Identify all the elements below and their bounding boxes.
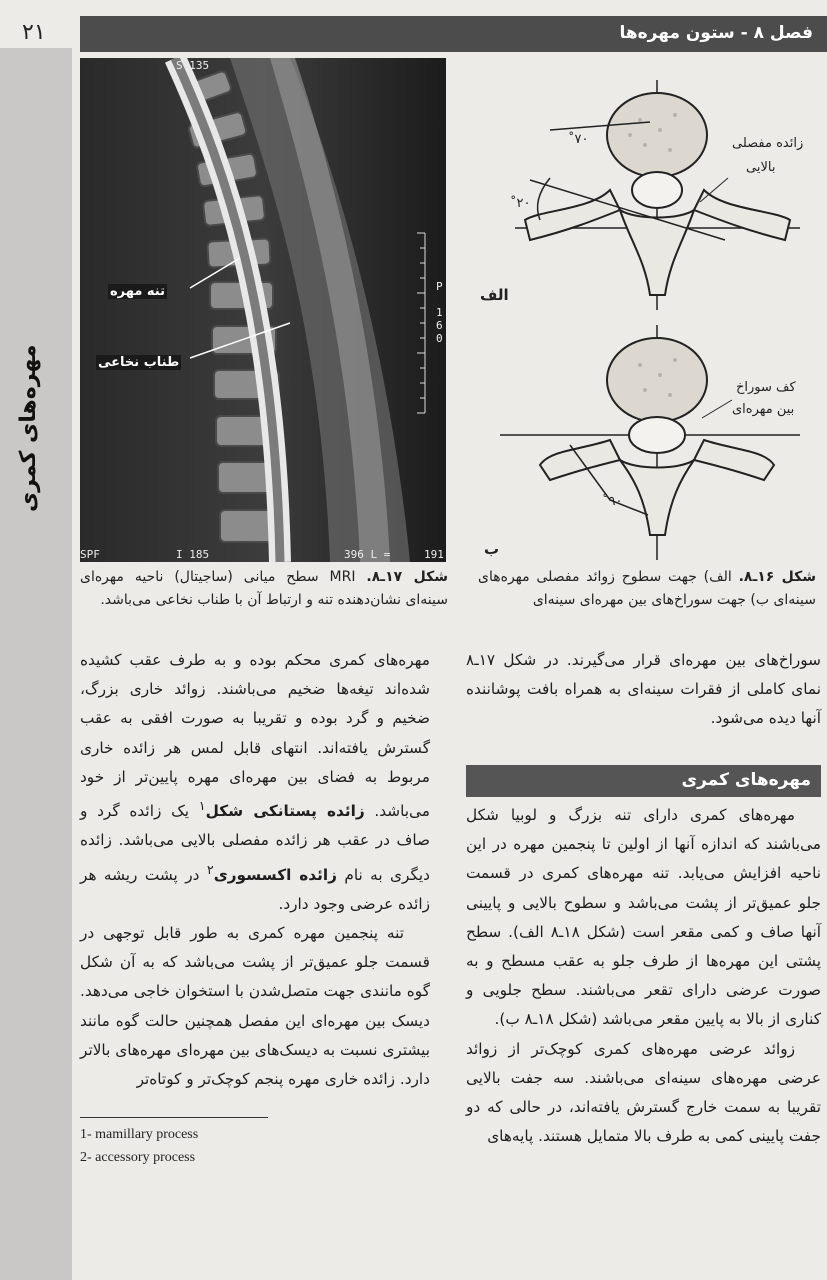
left-paragraph-1 — [80, 646, 430, 919]
foramen-label-line2: بین مهره‌ای — [732, 402, 795, 417]
angle-70-label: ۷۰˚ — [568, 132, 589, 147]
mri-label-spinal-cord: طناب نخاعی — [98, 355, 180, 370]
footnote-rule — [80, 1117, 268, 1118]
mri-side-char: P — [436, 280, 443, 293]
left-text: یک زائده گرد و صاف در عقب هر زائده مفصلی بالایی می‌باشد. زائده دیگری به نام — [80, 802, 430, 884]
footnote-ref-2: ۲ — [206, 862, 214, 878]
lumbar-paragraph-2: زوائد عرضی مهره‌های کمری کوچک‌تر از زوائد عرضی مهره‌های سینه‌ای می‌باشند. سه جفت بالایی تقریبا به سمت خارج گسترش یافته‌اند، در حالی که دو جفت پایینی کمی به طرف بالا متمایل هستند. پایه‌های — [466, 1039, 821, 1146]
mri-side-char: 6 — [436, 319, 443, 332]
term-mamillary: زائده پستانکی شکل — [205, 802, 365, 821]
right-column-intro — [466, 646, 821, 734]
angle-90-label: ۹۰˚ — [602, 494, 623, 509]
mri-bottom-right: 396 L = — [344, 548, 391, 561]
intro-paragraph: سوراخ‌های بین مهره‌ای قرار می‌گیرند. در شکل ۱۷ـ۸ نمای کاملی از فقرات سینه‌ای به همراه بافت پوشاننده آنها دیده می‌شود. — [466, 651, 821, 728]
section-header — [466, 765, 821, 797]
mri-bottom-far-right: 191 — [424, 548, 444, 561]
mri-bottom-left: SPF — [80, 548, 100, 561]
left-paragraph-2: تنه پنجمین مهره کمری به طور قابل توجهی در قسمت جلو عمیق‌تر از پشت می‌باشد که به آن شکل گوه مانندی جهت متصل‌شدن با استخوان خاجی می‌دهد. دیسک بین مهره‌ای این مفصل همچنین حالت گوه مانند بیشتری نسبت به دیسک‌های بین مهره‌ای مهره‌های بالاتر دارد. زائده خاری مهره پنجم کوچک‌تر و کوتاه‌تر — [80, 924, 430, 1089]
left-text: مهره‌های کمری محکم بوده و به طرف عقب کشیده شده‌اند تیغه‌ها ضخیم می‌باشند. زوائد خاری بزرگ، ضخیم و گرد بوده و تقریبا به صورت افقی به عقب گسترش یافته‌اند. انتهای قابل لمس هر زائده خاری مربوط به فضای بین مهره‌ای مهره پایین‌تر از خود می‌باشد. — [80, 651, 430, 821]
angle-20-label: ۲۰˚ — [510, 196, 531, 211]
page-number: ۲۱ — [22, 20, 46, 45]
left-column-body — [80, 646, 430, 1094]
mri-spine-graphic — [80, 58, 446, 562]
footnote-1: 1- mamillary process — [80, 1127, 199, 1142]
left-text: در پشت ریشه هر زائده عرضی وجود دارد. — [80, 865, 430, 913]
figure-caption-label: شکل ۱۶ـ۸. — [738, 569, 816, 585]
chapter-title: فصل ۸ - ستون مهره‌ها — [619, 23, 813, 43]
mri-caption — [80, 566, 448, 612]
side-section-title: مهره‌های کمری — [16, 344, 41, 512]
mri-caption-text: MRI سطح میانی (ساجیتال) ناحیه مهره‌ای سینه‌ای نشان‌دهنده تنه و ارتباط آن با طناب نخاعی می‌باشد. — [80, 569, 448, 608]
mri-side-char: 1 — [436, 306, 443, 319]
vertebra-figure — [470, 70, 815, 565]
figure-label-be: ب — [484, 540, 500, 558]
chapter-header — [80, 16, 827, 52]
side-band — [0, 48, 72, 1280]
superior-articular-label-line2: بالایی — [746, 160, 776, 175]
term-accessory: زائده اکسسوری — [213, 865, 337, 884]
footnote-ref-1: ۱ — [198, 799, 206, 815]
right-column-body — [466, 801, 821, 1151]
figure-label-alef: الف — [480, 286, 509, 304]
mri-label-vertebral-body: تنه مهره — [110, 284, 165, 299]
mri-image — [80, 58, 446, 562]
mri-top-text: S 135 — [176, 59, 210, 72]
mri-bottom-mid: I 185 — [176, 548, 210, 561]
lumbar-paragraph-1: مهره‌های کمری دارای تنه بزرگ و لوبیا شکل می‌باشند که اندازه آنها از اولین تا پنجمین مهره در این ناحیه افزایش می‌یابد. تنه مهره‌های کمری در قسمت جلو عمیق‌تر از پشت می‌باشد و سطوح بالایی و پایینی آنها صاف و کمی مقعر است (شکل ۱۸ـ۸ الف). سطح پشتی این مهره‌ها از طرف جلو به عقب مسطح و به صورت عرضی دارای تقعر می‌باشند. سطح جلویی و کناری از بالا به پایین مقعر می‌باشد (شکل ۱۸ـ۸ ب). — [466, 806, 821, 1029]
mri-caption-label: شکل ۱۷ـ۸. — [366, 569, 448, 585]
foramen-label-line1: کف سوراخ — [736, 380, 796, 395]
section-title: مهره‌های کمری — [681, 770, 811, 790]
figure-caption — [478, 566, 816, 612]
figure-caption-text: الف) جهت سطوح زوائد مفصلی مهره‌های سینه‌ای ب) جهت سوراخ‌های بین مهره‌ای سینه‌ای — [478, 569, 816, 608]
mri-side-char: 0 — [436, 332, 443, 345]
footnote-2: 2- accessory process — [80, 1150, 196, 1165]
superior-articular-label-line1: زائده مفصلی — [732, 136, 804, 151]
